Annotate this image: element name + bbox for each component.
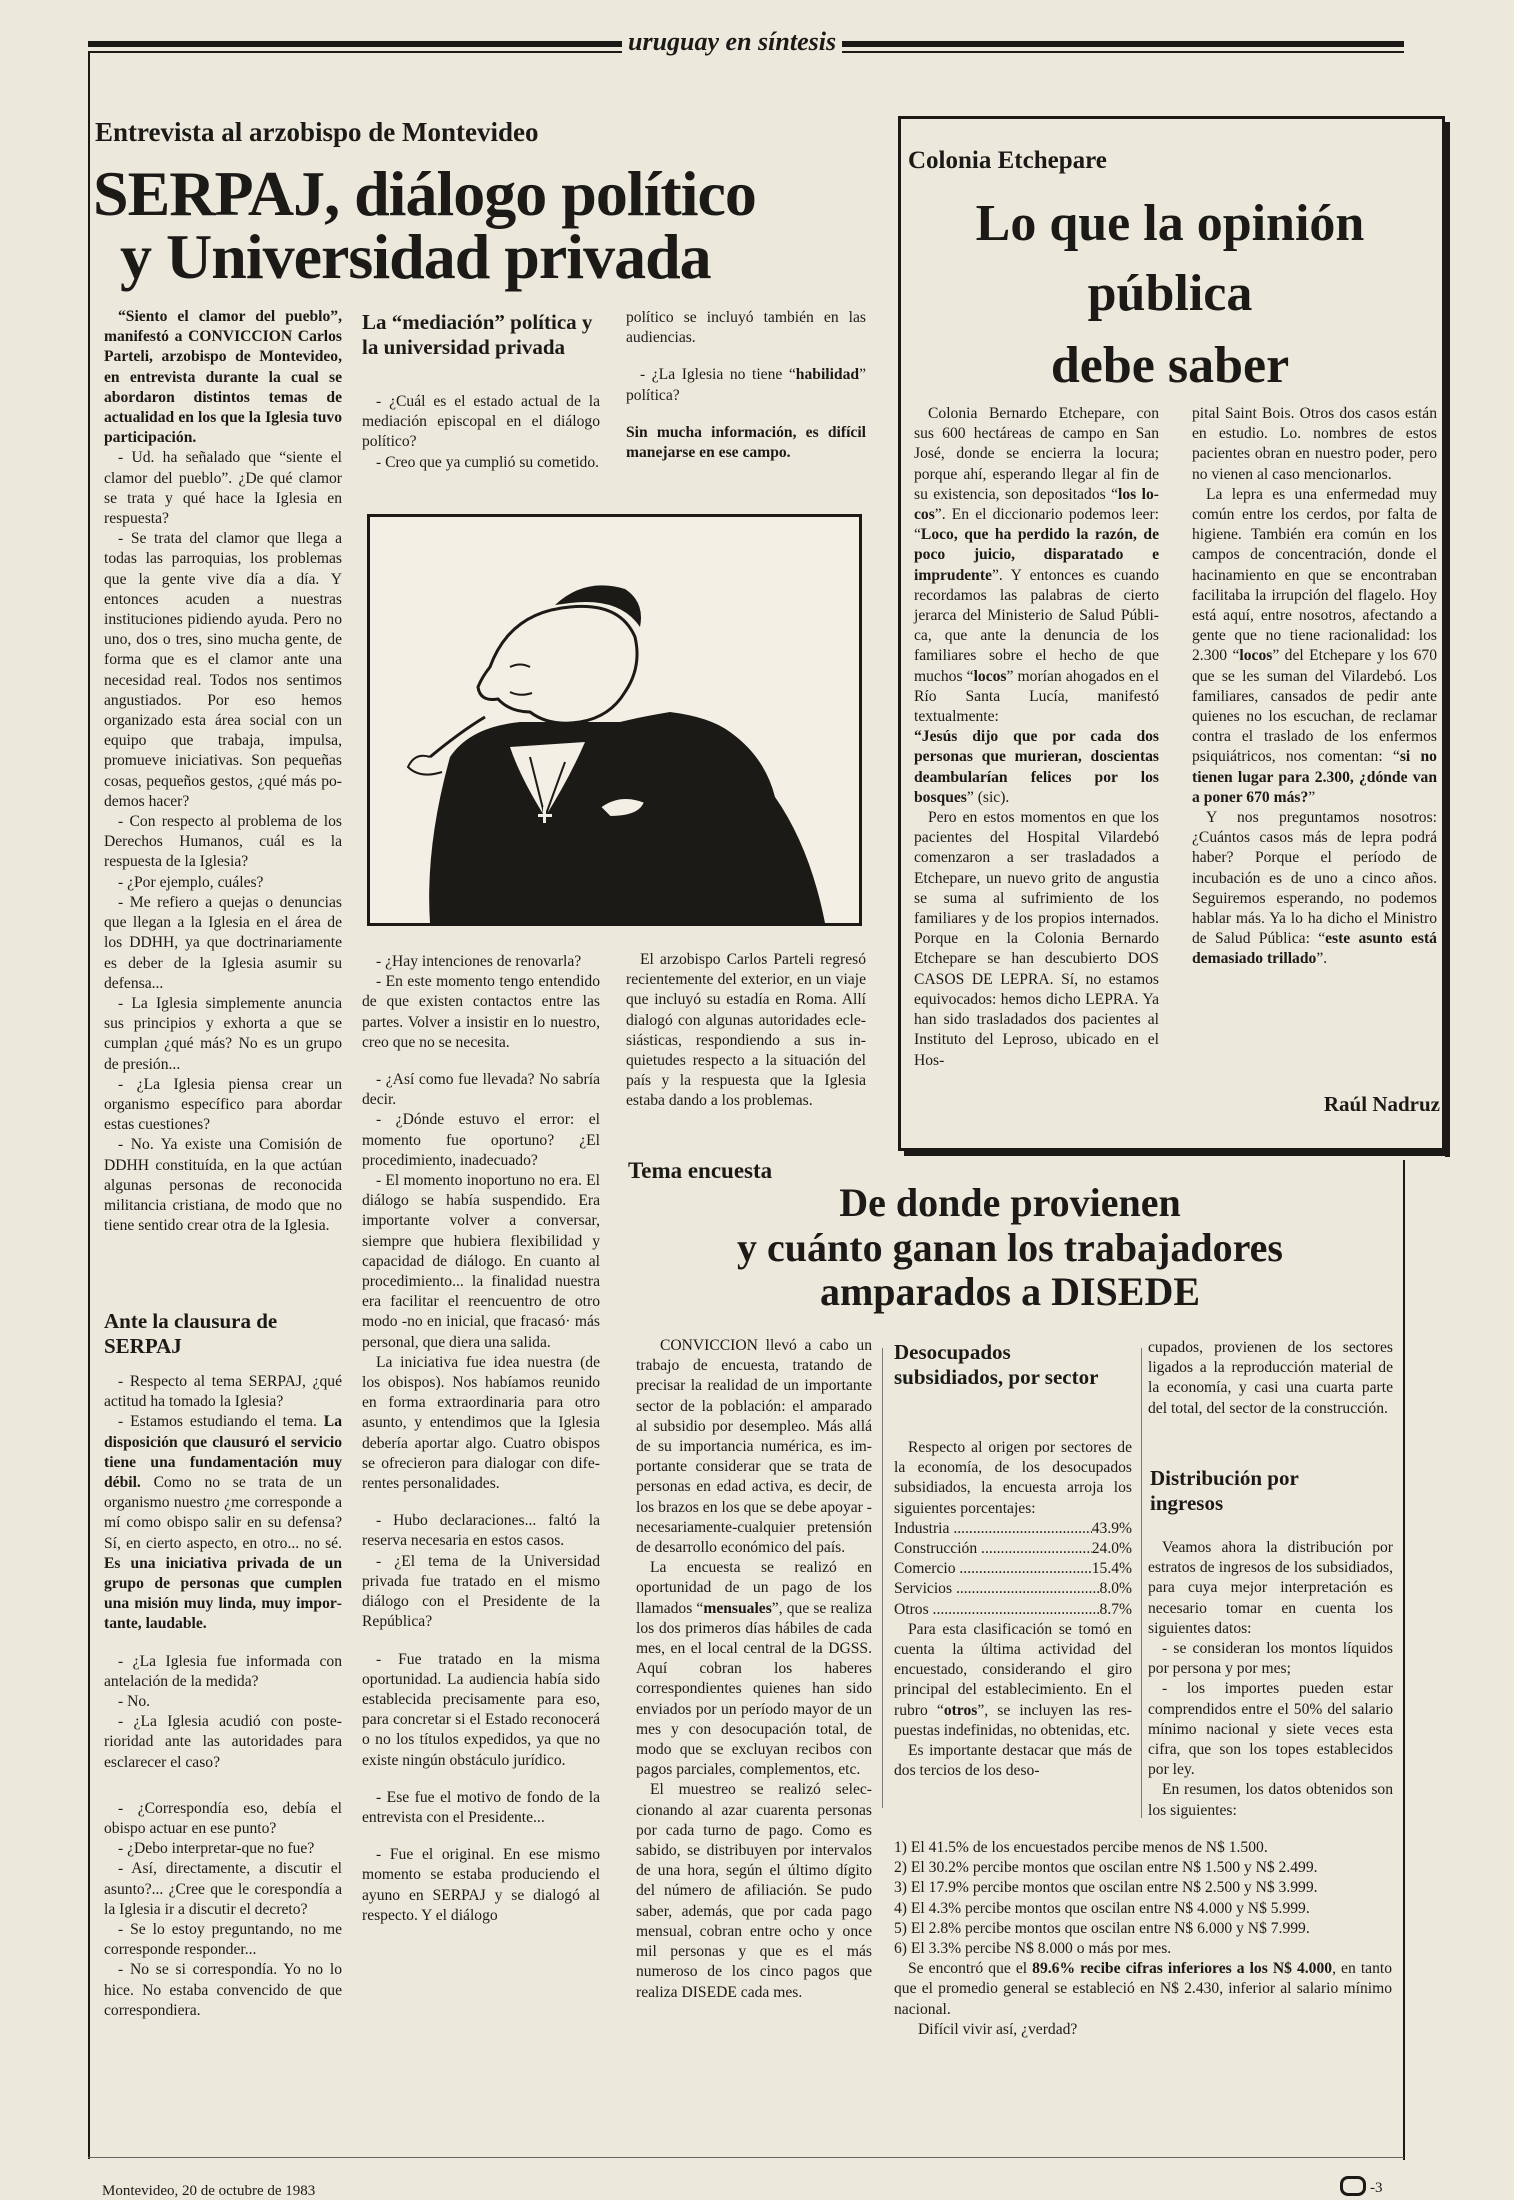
article2-title-l2: pública (1087, 265, 1253, 322)
a1c2b-6: La iniciativa fue idea nuestra (de los obispos). Nos habíamos reunido en forma extraordinaria para otro asunto, y entendimos que la Iglesia debería aportar algo. Cuatro obispos se ofrecieron para dialogar con diferentes personalidades. (362, 1353, 600, 1493)
a1c1b-p2-mid: Como no se trata de un organismo nuestro ¿me corresponde a mí como obispo salir en su defensa? Sí, en cierto aspecto, en otro... no sé. (104, 1474, 342, 1552)
sector-value: 24.0% (1091, 1540, 1132, 1558)
footer-date: Montevideo, 20 de octubre de 1983 (102, 2183, 316, 2199)
article2-colA (914, 404, 1159, 1071)
a1c1-p5: - Me refiero a quejas o denuncias que llegan a la Iglesia en el área de los DDHH, ya que doctrinariamente es deber de la Iglesia asumir su defensa... (104, 893, 342, 992)
a2cB-p2-b: locos (1239, 647, 1273, 665)
income-item: 2) El 30.2% percibe montos que oscilan entre N$ 1.500 y N$ 2.499. (894, 1859, 1318, 1877)
article3-col3 (1148, 1338, 1393, 1419)
a1c1-p7: - ¿La Iglesia piensa crear un organismo específico para abordar estas cuestiones? (104, 1075, 342, 1134)
a1c2b-3: - ¿Así como fue llevada? No sabría decir. (362, 1071, 600, 1109)
article2-title-l1: Lo que la opinión (975, 195, 1365, 252)
a1c2b-13: - Ese fue el motivo de fondo de la entrevista con el Presidente... (362, 1788, 600, 1826)
article1-col1 (104, 307, 342, 1236)
a1c3t-p3-text: Sin mucha información, es difícil manejarse en ese campo. (626, 423, 866, 462)
a2cB-p2-c: ” del Etchepare y los 670 que se les suman del Vilardebó. Los familiares, cansados de pedir ante quienes no los escuchan, de reclamar contra el traslado de los enfermos psiquiátricos, nos comentan: “ (1192, 647, 1437, 766)
a2cB-p3 (1192, 808, 1437, 970)
article1-col1b (104, 1372, 342, 2021)
spacer (362, 1494, 600, 1511)
a1c3t-p2 (626, 365, 866, 405)
a3c2-p2 (894, 1620, 1132, 1741)
article3-col2 (894, 1438, 1132, 1781)
colonia-box-shadow-right (1445, 122, 1450, 1157)
article2-author: Raúl Nadruz (1323, 1092, 1440, 1116)
a3c1-p1: CONVICCION llevó a cabo un trabajo de encuesta, tratando de precisar la realidad de un importante sector de la población: el amparado al subsidio por desempleo. Más allá de su importancia numérica, es importante considerar que se trata de personas en edad activa, es decir, de los brazos en los que se debe apoyar -necesariamente-cualquier pretensión de desarrollo económico del país. (636, 1337, 872, 1557)
concl-pre: Se encontró que el (908, 1960, 1033, 1978)
a1c1-p0 (104, 307, 342, 448)
a2cA-p1-f: locos (973, 667, 1007, 685)
sector-value: 15.4% (1091, 1560, 1132, 1578)
a1c2b-5: - El momento inoportuno no era. El diálogo se había suspendido. Era importante volver a conversar, siempre que hubiera flexibilidad y capacidad de diálogo. En cuanto al procedimiento... la finalidad nuestra era facilitar el reencuentro de otro modo -no en inicial, que fracasó· más personal, que diera una salida. (362, 1172, 600, 1351)
a3c3-p1: Veamos ahora la distribución por estratos de ingresos de los subsidiados, para cuya mejor interpretación es necesario tomar en cuenta los siguientes datos: (1148, 1539, 1393, 1637)
article3-title-l1: De donde provienen (839, 1180, 1181, 1225)
a2cA-p1-b: los locos (914, 485, 1159, 524)
article1-col2-bottom (362, 952, 600, 1926)
article1-col2-top (362, 392, 600, 473)
a2cA-p1-a: Colonia Bernardo Etchepare, con sus 600 hectáreas de campo en San José, donde se encierra la locura; porque ahí, esperando llegar al fin de su existencia, son depositados “ (914, 405, 1159, 503)
a2cA-p1-g: ” morían ahogados en el Río Santa Lucía, manifestó textualmente: (914, 667, 1159, 726)
a2cB-p3-b: este asunto está demasiado trillado (1192, 930, 1437, 968)
sector-row (894, 1579, 1132, 1599)
spacer (104, 1635, 342, 1652)
income-list (894, 1838, 1392, 2040)
concl-post: , en tanto que el promedio general se estableció en N$ 2.430, inferior al salario mínimo nacional. (894, 1960, 1392, 2018)
a1c2b-11: - Fue tratado en la misma oportunidad. La audiencia había sido establecida precisamente para eso, para concretar si el Estado reconocerá o no los títulos expedidos, ya que no existe ningún obstáculo jurídico. (362, 1650, 600, 1769)
a1c2b-8: - Hubo declaraciones... faltó la reserva necesaria en estos casos. (362, 1512, 600, 1550)
a3c3-p3: - los importes pueden estar comprendidos entre el 50% del salario mínimo nacional y siete veces esta cifra, que son los topes establecidos por ley. (1148, 1680, 1393, 1779)
subhead-mediacion: La “mediación” política y la universidad privada (362, 310, 593, 359)
article2-colB (1192, 404, 1437, 970)
a2cB-p3-c: ”. (1316, 950, 1328, 968)
article2-title-l3: debe saber (1050, 337, 1290, 394)
a1c1b-p1: - Respecto al tema SERPAJ, ¿qué actitud ha tomado la Iglesia? (104, 1373, 342, 1411)
masthead-section (622, 26, 842, 58)
a2cA-quote (914, 727, 1159, 808)
sector-row (894, 1600, 1132, 1620)
a1c1-p0-text: “Siento el clamor del pueblo”, manifestó a CONVICCION Carlos Parteli, arzobispo de Montevideo, en entrevista durante la cual se abordaron distintos temas de actualidad en los que la Iglesia tuvo participación. (104, 308, 342, 447)
a1c1-p6: - La Iglesia simplemente anuncia sus principios y exhorta a que se cumplan ¿qué más? No es un grupo de presión... (104, 994, 342, 1073)
a2cB-p2-e: ” (1308, 788, 1316, 806)
a3c2-p3: Es importante destacar que más de dos tercios de los deso- (894, 1742, 1132, 1780)
page-left-border (88, 53, 90, 2159)
concl-bold: 89.6% recibe cifras inferiores a los N$ 4.000 (1032, 1960, 1333, 1978)
a3c1-p2 (636, 1558, 872, 1780)
a3c1-p2-bold: mensuales (703, 1599, 772, 1617)
a3c3-p2: - se consideran los montos líquidos por persona y por mes; (1148, 1640, 1393, 1678)
a1c3t-p2-post: ” política? (626, 366, 866, 404)
spacer (626, 348, 866, 365)
article1-title-line2: y Universidad privada (120, 221, 711, 292)
a3c1-p2-pre: La encuesta se realizó en oportunidad de un pago de los llamados “ (636, 1559, 872, 1617)
colonia-box-shadow-bottom (904, 1151, 1450, 1156)
spacer (362, 1633, 600, 1650)
article1-title-line1: SERPAJ, diálogo político (93, 158, 756, 229)
article1-kicker: Entrevista al arzobispo de Montevideo (95, 117, 539, 147)
a1c1b-p2-bold2: Es una iniciativa privada de un grupo de personas que cumplen una misión muy linda, muy importante, laudable. (104, 1554, 342, 1633)
article3-col-divider-2 (1141, 1348, 1142, 1818)
a3c2-p2-pre: Para esta clasificación se tomó en cuenta la última actividad del encuestado, considerando el giro principal del establecimiento. En el rubro “ (894, 1620, 1132, 1719)
a1c1-p1: - Ud. ha señalado que “siente el clamor del pueblo”. ¿De qué clamor se trata y qué hace la Iglesia en respuesta? (104, 449, 342, 528)
sector-table (894, 1519, 1132, 1620)
a1c1b-p2-bold1: La disposición que clausuró el servicio tiene una fundamentación muy débil. (104, 1413, 342, 1492)
income-closing: Difícil vivir así, ¿verdad? (918, 2020, 1078, 2038)
sector-label: Otros ..... (894, 1600, 1100, 1620)
a1c1-p8: - No. Ya existe una Comisión de DDHH constituída, en la que actúan algunas personas de reconocida militancia cristiana, de modo que no tiene sentido crear otra de la Iglesia. (104, 1136, 342, 1235)
a3c2-p2-bold: otros (943, 1701, 978, 1719)
article3-title-l2: y cuánto ganan los trabajadores (737, 1225, 1283, 1270)
article1-col3-bottom (626, 950, 866, 1112)
a2cA-p1-d: Loco, que ha perdido la razón, de poco juicio, disparatado e imprudente (914, 526, 1159, 584)
a1c2b-4: - ¿Dónde estuvo el error: el momento fue oportuno? ¿El procedimiento, inadecuado? (362, 1111, 600, 1169)
a3c2-intro: Respecto al origen por sectores de la economía, de los desocupados subsidiados, la encuesta arroja los siguientes porcentajes: (894, 1439, 1132, 1517)
sector-row (894, 1519, 1132, 1539)
spacer (362, 1771, 600, 1788)
a2cB-p3-a: Y nos preguntamos nosotros: ¿Cuántos casos más de lepra podrá haber? Porque el período de incubación es de uno a cinco años. Seguiremos esperando, no podemos hablar más. Ya lo ha dicho el Ministro de Salud Pública: “ (1192, 809, 1437, 948)
a1c2b-1: - En este momento tengo entendido de que existen contactos entre las partes. Volver a insistir en lo nuestro, creo que no se necesita. (362, 973, 600, 1051)
sector-label: Industria ..... (894, 1519, 1092, 1539)
article3-kicker: Tema encuesta (628, 1158, 773, 1183)
page-right-border (1403, 1160, 1405, 2160)
a2cA-quote-text: “Jesús dijo que por cada dos personas que murieran, doscientas deambularían felices por los bosques (914, 728, 1159, 806)
a1c1-p3: - Con respecto al problema de los Derechos Humanos, cuál es la respuesta de la Iglesia? (104, 813, 342, 871)
caricature-drawing-icon (370, 517, 859, 923)
income-item: 1) El 41.5% de los encuestados percibe menos de N$ 1.500. (894, 1839, 1268, 1856)
a3c3-top: cupados, provienen de los sectores ligados a la reproducción material de la economía, y casi una cuarta parte del total, del sector de la construcción. (1148, 1339, 1393, 1417)
a1c1b-r4: - ¿Correspondía eso, debía el obispo actuar en ese punto? (104, 1799, 342, 1838)
a1c1b-r8: - No se si correspondía. Yo no lo hice. No estaba convencido de que correspondiera. (104, 1961, 342, 2019)
article3-title-l3: amparados a DISEDE (819, 1269, 1201, 1314)
a1c1b-p2-pre: - Estamos estudiando el tema. (118, 1413, 324, 1431)
a1c1b-r2: - ¿La Iglesia acudió con posterioridad ante las autoridades para esclarecer el caso? (104, 1713, 342, 1771)
a1c1b-p2 (104, 1412, 342, 1634)
footer-page: 3 (1375, 2180, 1383, 2196)
article3-col3b (1148, 1538, 1393, 1821)
a1c3t-p1: político se incluyó también en las audiencias. (626, 309, 866, 347)
article2-kicker: Colonia Etchepare (908, 147, 1107, 174)
a1c2t-p1: - Creo que ya cumplió su cometido. (376, 453, 600, 471)
spacer (362, 1828, 600, 1845)
income-item: 4) El 4.3% percibe montos que oscilan entre N$ 4.000 y N$ 5.999. (894, 1899, 1310, 1917)
spacer (104, 1773, 342, 1799)
a2cB-p1: pital Saint Bois. Otros dos casos están en estudio. Lo. nombres de estos pacientes obran en nuestro poder, pero no vienen al caso mencionarlos. (1192, 405, 1437, 483)
sector-value: 8.7% (1099, 1600, 1132, 1618)
a1c2t-p0: - ¿Cuál es el estado actual de la mediación episcopal en el diálogo político? (362, 393, 600, 451)
masthead-section-text: uruguay en síntesis (628, 27, 837, 56)
footer-logo-icon (1340, 2176, 1366, 2196)
article3-col1 (636, 1336, 872, 2003)
sector-row (894, 1559, 1132, 1579)
footer-page-number: -3 (1370, 2180, 1383, 2196)
article1-col3-top (626, 308, 866, 463)
sector-label: Construcción ..... (894, 1539, 1092, 1559)
a3c1-p3: El muestreo se realizó seleccionando al azar cuarenta personas por cada turno de pago. Como es sabido, se distribuyen por intervalos de una hora, según el último dígito del número de afiliación. Se pudo saber, además, que por cada pago mensual, cobran entre ocho y once mil personas y que es el más numeroso de los cinco pagos que realiza DISEDE cada mes. (636, 1781, 872, 2001)
a1c1b-r7: - Se lo estoy preguntando, no me corresponde responder... (104, 1921, 342, 1959)
sector-label: Comercio ..... (894, 1559, 1092, 1579)
a3c1-p2-post: ”, que se realiza los dos primeros días hábiles de cada mes, en el local central de la DGSS. Aquí cobran los haberes correspondientes quienes han sido enviados por un período mayor de un mes y con desocupación total, de modo que se excluyan recibos con pagos parciales, complementos, etc. (636, 1599, 873, 1779)
spacer (362, 1053, 600, 1070)
a2cB-p2-d: si no tienen lugar para 2.300, ¿dónde van a poner 670 más? (1192, 748, 1437, 806)
sector-value: 8.0% (1099, 1580, 1132, 1598)
income-item: 5) El 2.8% percibe montos que oscilan entre N$ 6.000 y N$ 7.999. (894, 1919, 1310, 1937)
a1c2b-0: - ¿Hay intenciones de renovarla? (376, 953, 582, 970)
subhead-desocupados: Desocupados subsidiados, por sector (894, 1340, 1099, 1389)
sector-label: Servicios ..... (894, 1579, 1100, 1599)
a1c1b-r5: - ¿Debo interpretar-que no fue? (118, 1840, 315, 1858)
a2cB-p2-a: La lepra es una enfermedad muy común entre los cerdos, por falta de higiene. También era común en los campos de concentración, donde el hacinamiento en que se encontraban facilitaba la irrupción del flagelo. Hoy está aquí, entre nosotros, afectando a gente que no tiene racionalidad: los 2.300 “ (1192, 485, 1437, 665)
a1c1b-r1: - No. (118, 1693, 151, 1711)
a1c3t-p2-pre: - ¿La Iglesia no tiene “ (640, 366, 796, 384)
a1c1b-r0: - ¿La Iglesia fue informada con antelación de la medida? (104, 1652, 342, 1690)
article3-col-divider (882, 1348, 883, 1808)
a1c2b-15: - Fue el original. En ese mismo momento se estaba produciendo el ayuno en SERPAJ y se dialogó al respecto. Y el diálogo (362, 1846, 600, 1924)
sector-row (894, 1539, 1132, 1559)
a1c3t-p3 (626, 423, 866, 463)
a3c2-p2-post: ”, se incluyen las respuestas indefinidas, no obtenidas, etc. (894, 1701, 1132, 1739)
archbishop-caricature (367, 514, 862, 926)
a1c2b-9: - ¿El tema de la Universidad privada fue tratado en el mismo diálogo con el Presidente de la República? (362, 1552, 600, 1631)
a2cA-p1-c: ”. En el diccionario podemos leer: “ (914, 506, 1159, 544)
subhead-clausura: Ante la clausura de SERPAJ (104, 1309, 278, 1358)
a1c3b-p: El arzobispo Carlos Parteli regresó recientemente del exterior, en un viaje que incluyó su estadía en Roma. Allí dialogó con algunas autoridades eclesiásticas, respondiendo a sus inquietudes respecto a la situación del país y la respuesta que la Iglesia estaba dando a los problemas. (626, 951, 866, 1110)
a2cA-p1-e: ”. Y entonces es cuando recordamos las palabras de cierto jerarca del Ministerio de Salud Pública, que ante la denuncia de los familiares sobre el hecho de que muchos “ (914, 566, 1159, 685)
a1c1-p2: - Se trata del clamor que llega a todas las parroquias, los problemas que la gente vive día a día. Y entonces acuden a nuestras instituciones pidiendo ayuda. Pero no uno, dos o tres, sino mucha gente, de forma que es el clamor ante una necesidad real. Todos nos sentimos angustiados. Por eso hemos organizado esta área social con un equipo que trabaja, impulsa, promueve iniciativas. Son pequeñas cosas, pequeños gestos, ¿qué más podemos hacer? (104, 530, 342, 810)
sector-value: 43.9% (1091, 1519, 1132, 1537)
income-item: 3) El 17.9% percibe montos que oscilan entre N$ 2.500 y N$ 3.999. (894, 1879, 1318, 1897)
subhead-distribucion: Distribución por ingresos (1150, 1466, 1299, 1515)
a2cB-p2 (1192, 485, 1437, 808)
income-item: 6) El 3.3% percibe N$ 8.000 o más por mes. (894, 1940, 1172, 1958)
a1c3t-p2-bold: habilidad (795, 366, 860, 384)
a1c1b-r6: - Así, directamente, a discutir el asunto?... ¿Cree que le corespondía a la Iglesia ir a discutir el decreto? (104, 1860, 342, 1918)
a2cA-p1 (914, 404, 1159, 727)
a2cA-quote-tail: ” (sic). (966, 788, 1010, 806)
footer-rule (88, 2157, 1404, 2158)
income-conclusion (894, 1959, 1392, 2020)
a3c3-p4: En resumen, los datos obtenidos son los siguientes: (1148, 1781, 1393, 1819)
a1c1-p4: - ¿Por ejemplo, cuáles? (118, 873, 264, 891)
a2cA-p2: Pero en estos momentos en que los pacientes del Hospital Vilardebó comenzaron a ser trasladados a Etchepare, un nuevo grito de angustia se suma al sufrimiento de los familiares y de los propios internados. Porque en la Colonia Bernardo Etchepare se han descubierto DOS CASOS DE LEPRA. Sí, no estamos equivocados: hemos dicho LEPRA. Ya han sido trasladados dos pacientes al Instituto del Leproso, ubicado en el Hos- (914, 809, 1159, 1069)
spacer (626, 406, 866, 423)
